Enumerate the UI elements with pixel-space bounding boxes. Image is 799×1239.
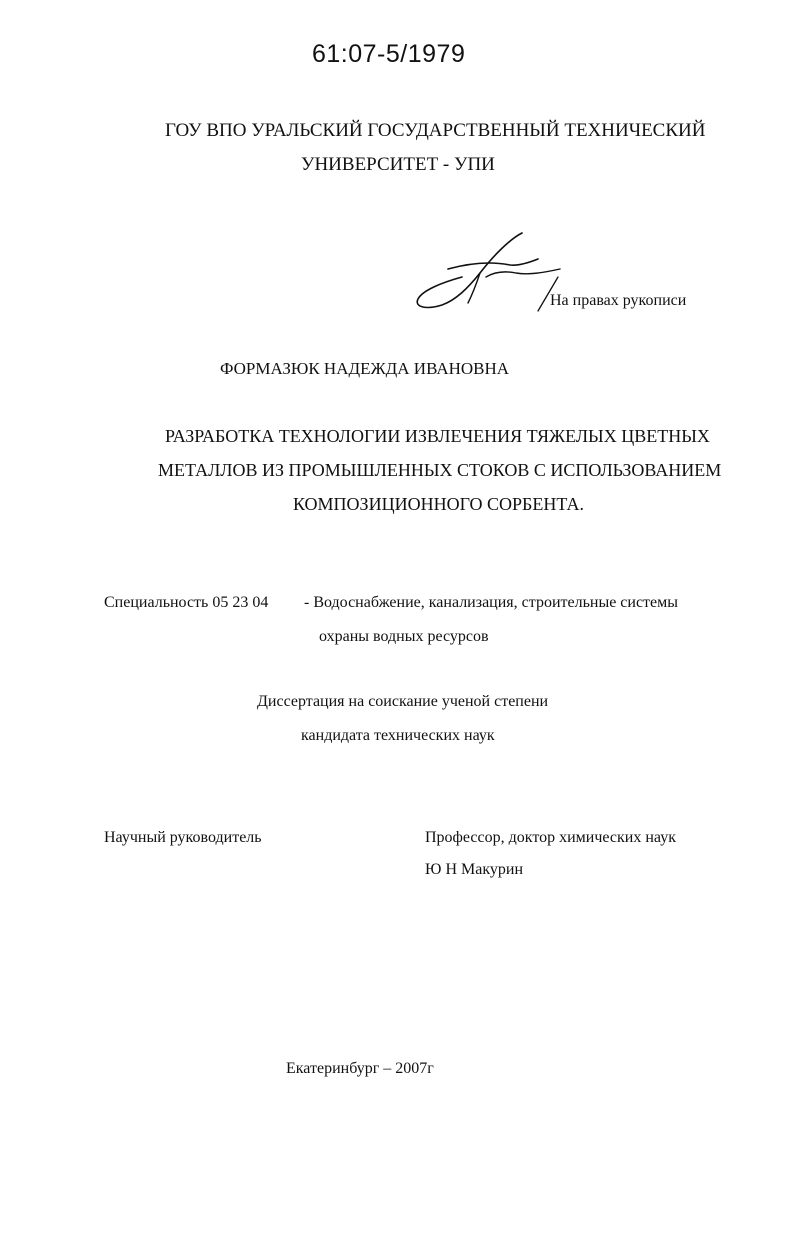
signature-icon: [410, 225, 570, 325]
rights-note: На правах рукописи: [550, 292, 687, 309]
supervisor-title: Профессор, доктор химических наук: [425, 829, 676, 846]
catalog-number: 61:07-5/1979: [312, 40, 466, 68]
specialty-text-line-1: - Водоснабжение, канализация, строительные системы: [304, 594, 679, 611]
institution-line-2: УНИВЕРСИТЕТ - УПИ: [301, 154, 495, 175]
author-name: ФОРМАЗЮК НАДЕЖДА ИВАНОВНА: [220, 359, 510, 378]
supervisor-name: Ю Н Макурин: [425, 861, 523, 878]
title-line-3: КОМПОЗИЦИОННОГО СОРБЕНТА.: [293, 494, 584, 514]
city-year: Екатеринбург – 2007г: [286, 1060, 434, 1077]
supervisor-label: Научный руководитель: [104, 829, 262, 846]
dissertation-line-1: Диссертация на соискание ученой степени: [257, 693, 549, 710]
title-line-1: РАЗРАБОТКА ТЕХНОЛОГИИ ИЗВЛЕЧЕНИЯ ТЯЖЕЛЫХ ЦВЕТНЫХ: [165, 426, 710, 446]
title-line-2: МЕТАЛЛОВ ИЗ ПРОМЫШЛЕННЫХ СТОКОВ С ИСПОЛЬЗОВАНИЕМ: [158, 460, 722, 480]
institution-line-1: ГОУ ВПО УРАЛЬСКИЙ ГОСУДАРСТВЕННЫЙ ТЕХНИЧЕСКИЙ: [165, 120, 706, 141]
specialty-text-line-2: охраны водных ресурсов: [319, 628, 489, 645]
dissertation-line-2: кандидата технических наук: [301, 727, 495, 744]
specialty-label: Специальность 05 23 04: [104, 594, 269, 611]
